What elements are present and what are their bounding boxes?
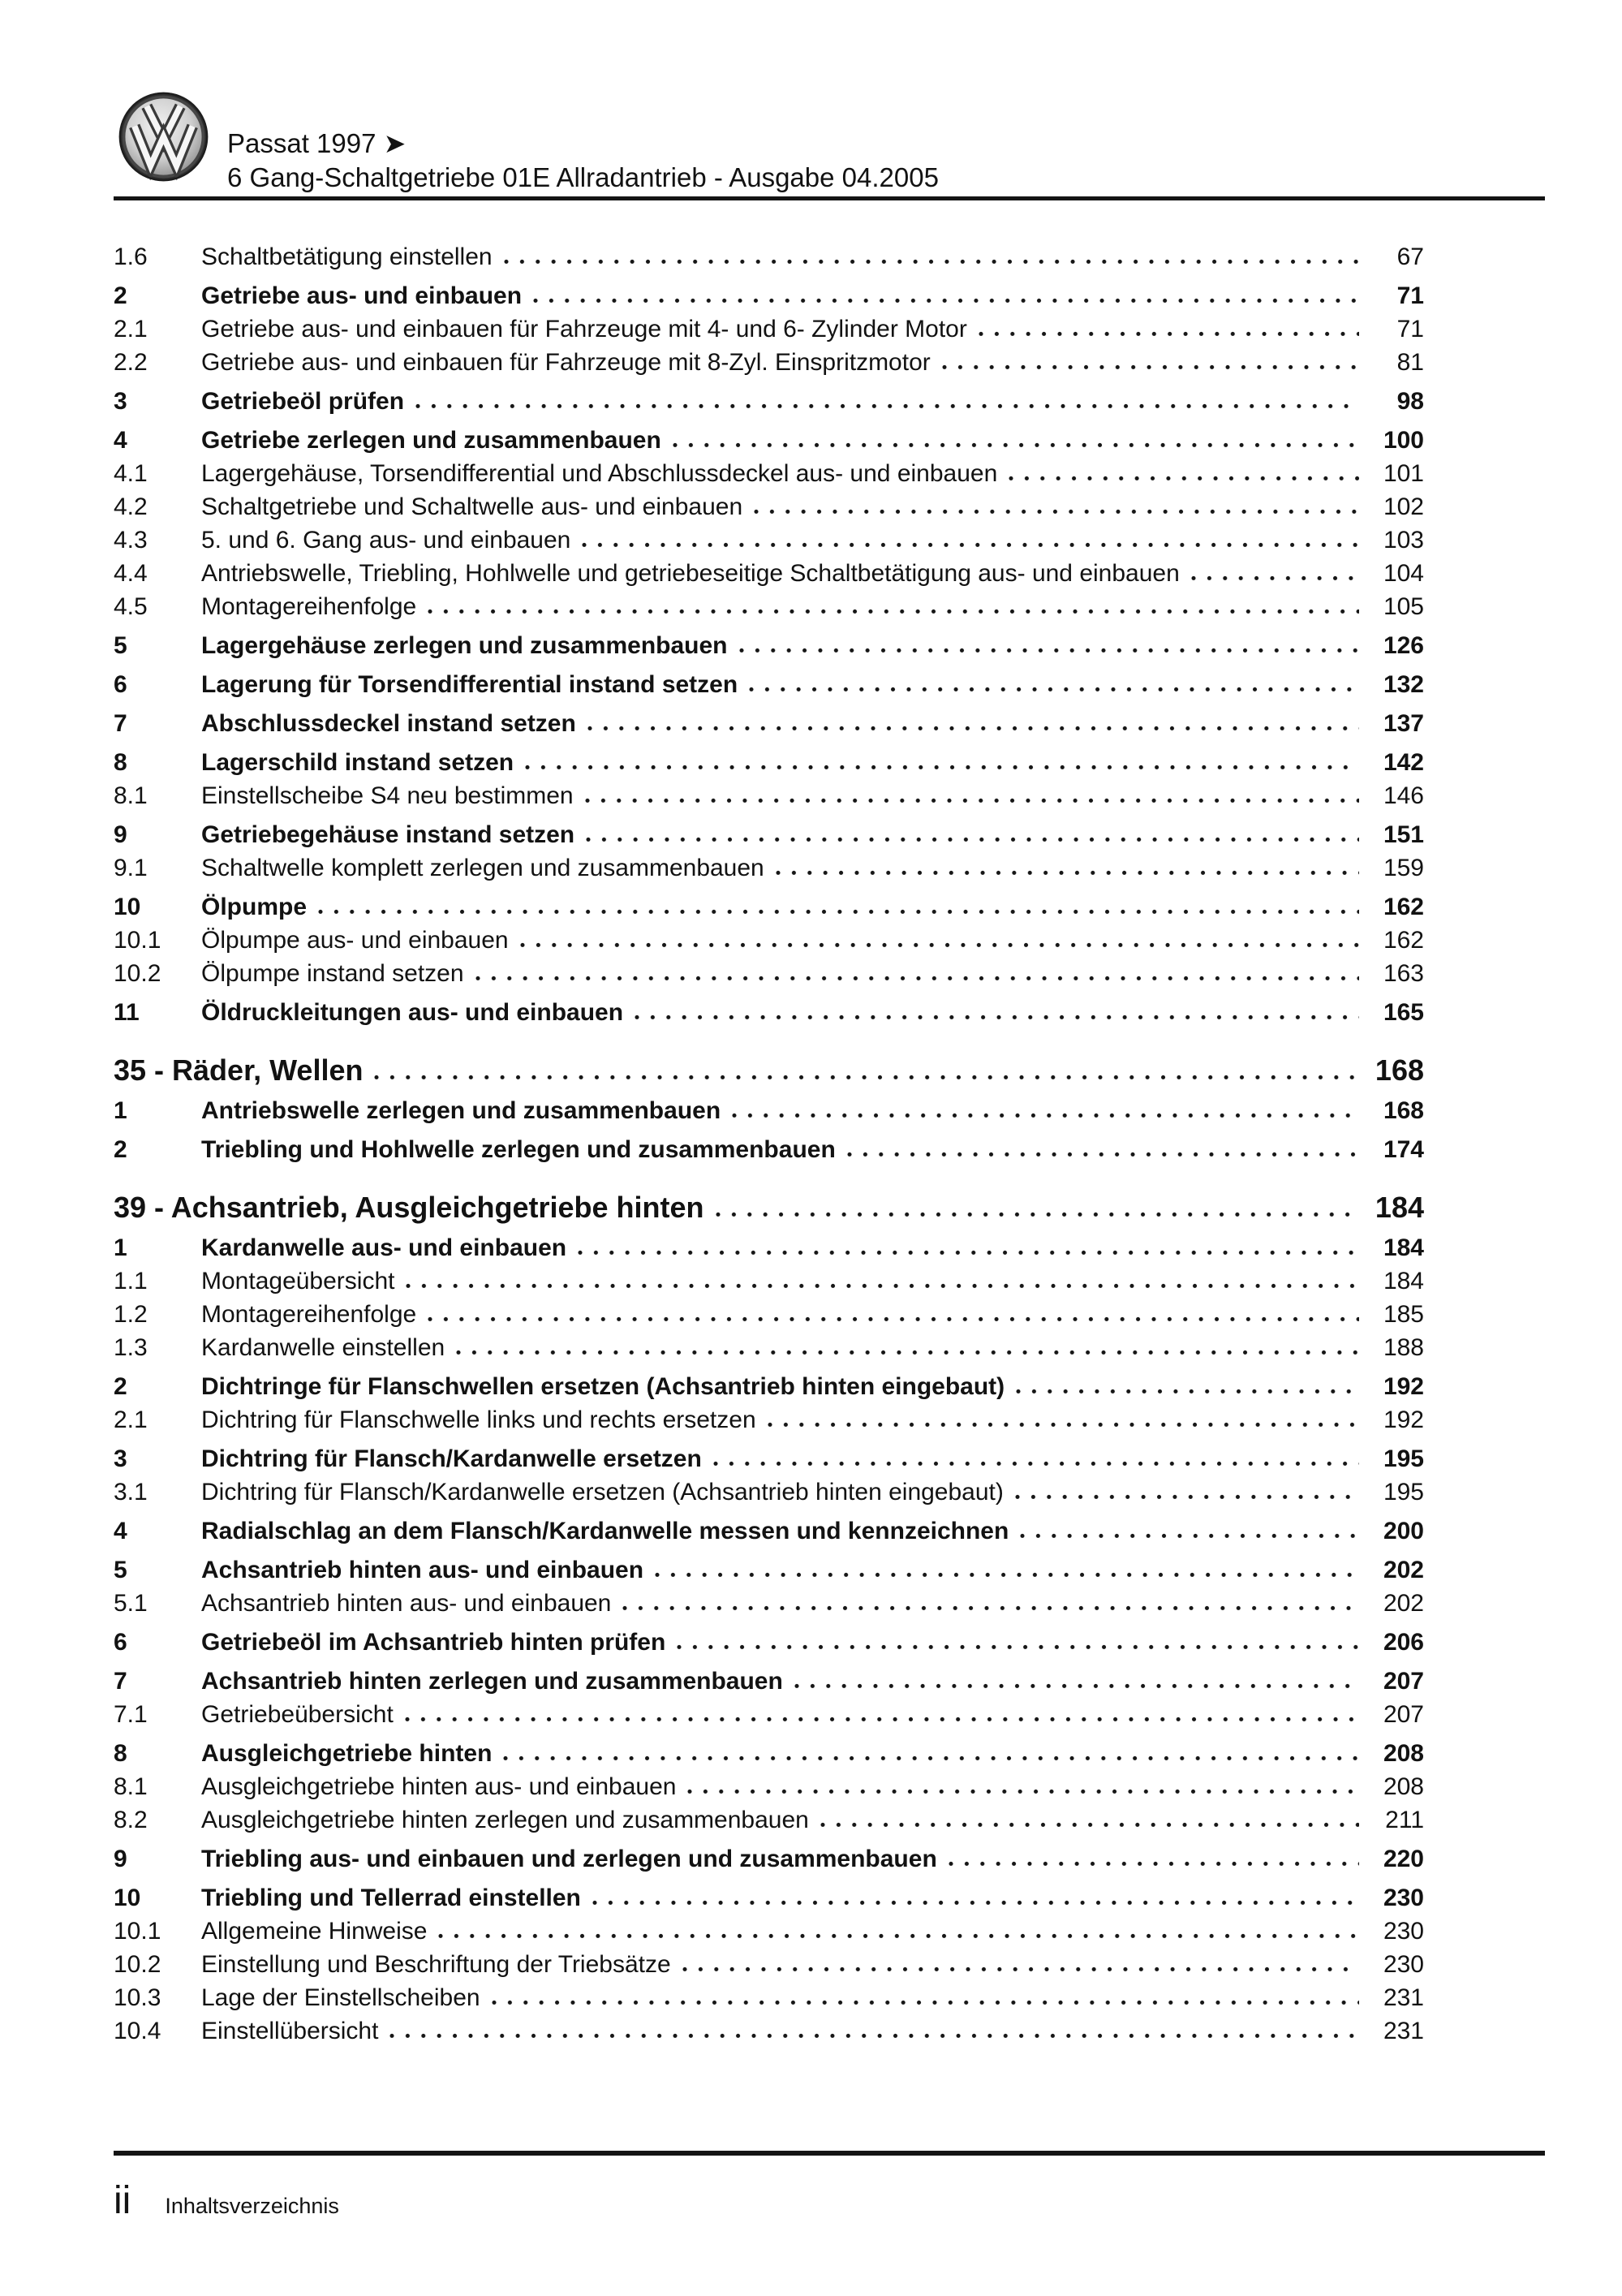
toc-entry[interactable]	[114, 672, 1424, 697]
toc-entry-number: 10.2	[114, 1951, 161, 1978]
toc-entry-title: Triebling und Tellerrad einstellen	[201, 1885, 581, 1911]
dot-leader	[655, 1572, 1359, 1579]
toc-entry-number: 4.5	[114, 593, 148, 620]
toc-entry-title: Abschlussdeckel instand setzen	[201, 710, 576, 737]
dot-leader	[979, 331, 1359, 338]
toc-entry-page: 208	[1383, 1773, 1424, 1800]
dot-leader	[794, 1683, 1359, 1690]
toc-entry-number: 10	[114, 894, 141, 920]
toc-entry-number: 1.6	[114, 243, 148, 270]
toc-entry-title: Triebling und Hohlwelle zerlegen und zusammenbauen	[201, 1136, 836, 1163]
toc-entry-number: 10.1	[114, 1918, 161, 1945]
toc-section-label: 35 - Räder, Wellen	[114, 1053, 364, 1087]
toc-entry-title: Schaltwelle komplett zerlegen und zusammenbauen	[201, 855, 764, 881]
dot-leader	[428, 1316, 1359, 1323]
toc-entry[interactable]	[114, 494, 1424, 519]
toc-entry[interactable]	[114, 855, 1424, 881]
toc-entry[interactable]	[114, 1846, 1424, 1872]
toc-entry-title: Lagergehäuse zerlegen und zusammenbauen	[201, 632, 728, 659]
toc-entry[interactable]	[114, 1302, 1424, 1327]
toc-entry-number: 4	[114, 1518, 127, 1544]
dot-leader	[754, 509, 1359, 515]
toc-entry-number: 5	[114, 1557, 127, 1583]
toc-entry[interactable]	[114, 1235, 1424, 1260]
toc-entry[interactable]	[114, 711, 1424, 736]
toc-entry-page: 146	[1383, 782, 1424, 809]
footer-line	[114, 2179, 1545, 2222]
dot-leader	[1015, 1494, 1359, 1501]
toc-entry-title: Getriebe aus- und einbauen für Fahrzeuge mit 4- und 6- Zylinder Motor	[201, 316, 967, 342]
toc-entry-title: Schaltgetriebe und Schaltwelle aus- und einbauen	[201, 493, 743, 520]
toc-entry[interactable]	[114, 389, 1424, 414]
toc-entry-number: 10.1	[114, 927, 161, 954]
dot-leader	[768, 1422, 1359, 1428]
toc-entry[interactable]	[114, 1591, 1424, 1616]
toc-entry-title: Getriebeöl im Achsantrieb hinten prüfen	[201, 1629, 666, 1656]
toc-entry-title: Radialschlag an dem Flansch/Kardanwelle messen und kennzeichnen	[201, 1518, 1009, 1544]
toc-entry[interactable]	[114, 750, 1424, 775]
toc-entry-title: Triebling aus- und einbauen und zerlegen und zusammenbauen	[201, 1846, 937, 1872]
toc-entry-number: 8	[114, 1740, 127, 1767]
toc-entry-number: 6	[114, 671, 127, 698]
page-number: ii	[114, 2179, 131, 2222]
toc-entry[interactable]	[114, 2018, 1424, 2044]
dot-leader	[415, 403, 1359, 410]
toc-entry-page: 185	[1383, 1301, 1424, 1328]
toc-entry-title: Dichtring für Flansch/Kardanwelle ersetzen (Achsantrieb hinten eingebaut)	[201, 1479, 1004, 1506]
toc-entry[interactable]	[114, 1807, 1424, 1833]
toc-entry-page: 105	[1383, 593, 1424, 620]
toc-entry[interactable]	[114, 928, 1424, 953]
toc-entry-page: 192	[1383, 1373, 1424, 1400]
dot-leader	[389, 2033, 1359, 2040]
dot-leader	[504, 259, 1359, 265]
toc-section-heading[interactable]	[114, 1054, 1424, 1087]
toc-entry-number: 2	[114, 1373, 127, 1400]
toc-entry-title: Montageübersicht	[201, 1268, 395, 1294]
toc-entry-number: 4.4	[114, 560, 148, 587]
toc-entry-page: 71	[1396, 316, 1424, 342]
toc-entry-title: Kardanwelle einstellen	[201, 1334, 445, 1361]
dot-leader	[582, 542, 1359, 549]
dot-leader	[677, 1644, 1359, 1651]
toc-entry-number: 7	[114, 710, 127, 737]
toc-entry-page: 98	[1396, 388, 1424, 415]
dot-leader	[520, 942, 1359, 949]
toc-entry[interactable]	[114, 1269, 1424, 1294]
dot-leader	[1191, 575, 1359, 582]
toc-entry-page: 200	[1383, 1518, 1424, 1544]
toc-entry-number: 4.2	[114, 493, 148, 520]
toc-entry-page: 162	[1383, 894, 1424, 920]
toc-entry[interactable]	[114, 1137, 1424, 1162]
toc-entry-number: 9.1	[114, 855, 148, 881]
toc-entry-title: Ölpumpe instand setzen	[201, 960, 464, 987]
toc-entry-number: 3	[114, 388, 127, 415]
table-of-contents	[114, 244, 1424, 2044]
toc-entry-page: 230	[1383, 1885, 1424, 1911]
toc-entry-page: 81	[1396, 349, 1424, 376]
toc-entry-page: 168	[1383, 1097, 1424, 1124]
toc-entry-title: Ölpumpe	[201, 894, 308, 920]
toc-entry-number: 8	[114, 749, 127, 776]
toc-entry-number: 2.2	[114, 349, 148, 376]
toc-entry-title: Kardanwelle aus- und einbauen	[201, 1234, 567, 1261]
toc-entry-title: Ausgleichgetriebe hinten	[201, 1740, 493, 1767]
header-text	[227, 127, 939, 195]
toc-entry-page: 211	[1385, 1807, 1424, 1833]
dot-leader	[732, 1113, 1359, 1119]
toc-entry-number: 10.4	[114, 2018, 161, 2044]
toc-entry-page: 162	[1383, 927, 1424, 954]
toc-entry-title: Getriebeöl prüfen	[201, 388, 405, 415]
toc-entry-page: 184	[1383, 1268, 1424, 1294]
toc-entry-page: 184	[1383, 1234, 1424, 1261]
vw-logo-icon	[118, 91, 209, 183]
toc-entry-page: 207	[1383, 1701, 1424, 1728]
dot-leader	[438, 1933, 1359, 1940]
toc-entry-number: 7	[114, 1668, 127, 1695]
dot-leader	[1009, 476, 1359, 482]
toc-entry-number: 5.1	[114, 1590, 148, 1617]
toc-entry[interactable]	[114, 561, 1424, 586]
dot-leader	[682, 1966, 1359, 1973]
toc-entry[interactable]	[114, 1952, 1424, 1977]
toc-entry-number: 10	[114, 1885, 141, 1911]
toc-entry-page: 202	[1383, 1590, 1424, 1617]
toc-entry-page: 101	[1383, 460, 1424, 487]
toc-entry-title: Montagereihenfolge	[201, 1301, 417, 1328]
header-model-line: Passat 1997 ➤	[227, 128, 407, 158]
toc-entry-number: 4.1	[114, 460, 148, 487]
toc-entry-title: Antriebswelle zerlegen und zusammenbauen	[201, 1097, 721, 1124]
dot-leader	[587, 726, 1359, 732]
dot-leader	[405, 1717, 1359, 1723]
dot-leader	[949, 1861, 1359, 1867]
dot-leader	[406, 1283, 1359, 1290]
toc-entry[interactable]	[114, 894, 1424, 920]
dot-leader	[635, 1014, 1359, 1021]
toc-entry[interactable]	[114, 1630, 1424, 1655]
toc-entry-title: Getriebeübersicht	[201, 1701, 394, 1728]
toc-entry[interactable]	[114, 1557, 1424, 1583]
toc-entry-number: 1	[114, 1097, 127, 1124]
toc-entry[interactable]	[114, 317, 1424, 342]
toc-entry-title: Schaltbetätigung einstellen	[201, 243, 493, 270]
toc-entry[interactable]	[114, 1702, 1424, 1727]
toc-entry-page: 132	[1383, 671, 1424, 698]
toc-entry[interactable]	[114, 528, 1424, 553]
dot-leader	[374, 1075, 1356, 1081]
toc-entry-title: Getriebe aus- und einbauen	[201, 282, 523, 309]
dot-leader	[749, 687, 1359, 693]
dot-leader	[942, 364, 1359, 371]
toc-entry-number: 1.3	[114, 1334, 148, 1361]
toc-entry-title: Dichtring für Flansch/Kardanwelle ersetzen	[201, 1445, 702, 1472]
toc-entry-number: 9	[114, 821, 127, 848]
toc-entry-number: 7.1	[114, 1701, 148, 1728]
dot-leader	[739, 648, 1359, 654]
toc-entry-title: Achsantrieb hinten zerlegen und zusammenbauen	[201, 1668, 783, 1695]
toc-entry-number: 8.2	[114, 1807, 148, 1833]
toc-entry[interactable]	[114, 1446, 1424, 1471]
toc-entry-number: 1	[114, 1234, 127, 1261]
toc-entry-title: Einstellscheibe S4 neu bestimmen	[201, 782, 574, 809]
toc-entry-number: 3.1	[114, 1479, 148, 1506]
toc-entry-title: Einstellung und Beschriftung der Triebsätze	[201, 1951, 671, 1978]
toc-entry-page: 220	[1383, 1846, 1424, 1872]
dot-leader	[713, 1461, 1359, 1467]
toc-entry-number: 1.1	[114, 1268, 148, 1294]
toc-entry-title: Getriebe zerlegen und zusammenbauen	[201, 427, 661, 454]
toc-entry-page: 208	[1383, 1740, 1424, 1767]
toc-entry[interactable]	[114, 428, 1424, 453]
toc-entry-number: 3	[114, 1445, 127, 1472]
toc-entry-page: 192	[1383, 1406, 1424, 1433]
toc-entry-title: Einstellübersicht	[201, 2018, 379, 2044]
toc-entry-title: Lagerung für Torsendifferential instand setzen	[201, 671, 738, 698]
toc-entry-title: Öldruckleitungen aus- und einbauen	[201, 999, 624, 1026]
dot-leader	[1016, 1389, 1359, 1395]
toc-entry-title: Achsantrieb hinten aus- und einbauen	[201, 1590, 612, 1617]
toc-entry[interactable]	[114, 1741, 1424, 1766]
dot-leader	[592, 1900, 1359, 1906]
toc-entry-page: 100	[1383, 427, 1424, 454]
dot-leader	[585, 798, 1359, 804]
toc-entry-number: 2.1	[114, 1406, 148, 1433]
dot-leader	[456, 1350, 1359, 1356]
toc-entry[interactable]	[114, 1098, 1424, 1123]
dot-leader	[525, 765, 1359, 771]
toc-entry-page: 202	[1383, 1557, 1424, 1583]
toc-entry-title: Ausgleichgetriebe hinten aus- und einbauen	[201, 1773, 677, 1800]
toc-entry-title: Getriebegehäuse instand setzen	[201, 821, 575, 848]
dot-leader	[533, 298, 1359, 304]
toc-entry-page: 231	[1383, 2018, 1424, 2044]
dot-leader	[776, 870, 1359, 877]
toc-entry-title: 5. und 6. Gang aus- und einbauen	[201, 527, 571, 554]
toc-entry[interactable]	[114, 1774, 1424, 1799]
header-subtitle-line: 6 Gang-Schaltgetriebe 01E Allradantrieb - Ausgabe 04.2005	[227, 162, 939, 192]
toc-entry-title: Lagerschild instand setzen	[201, 749, 514, 776]
toc-section-page: 168	[1375, 1053, 1424, 1087]
toc-entry-number: 10.2	[114, 960, 161, 987]
toc-entry[interactable]	[114, 1919, 1424, 1944]
toc-entry-page: 159	[1383, 855, 1424, 881]
toc-entry-page: 126	[1383, 632, 1424, 659]
dot-leader	[622, 1605, 1359, 1612]
toc-entry[interactable]	[114, 1000, 1424, 1025]
toc-entry-title: Getriebe aus- und einbauen für Fahrzeuge mit 8-Zyl. Einspritzmotor	[201, 349, 931, 376]
toc-entry-number: 5	[114, 632, 127, 659]
toc-entry-page: 67	[1396, 243, 1424, 270]
toc-entry-title: Ausgleichgetriebe hinten zerlegen und zusammenbauen	[201, 1807, 809, 1833]
toc-entry-title: Achsantrieb hinten aus- und einbauen	[201, 1557, 644, 1583]
dot-leader	[503, 1755, 1359, 1762]
toc-entry-title: Lage der Einstellscheiben	[201, 1984, 480, 2011]
toc-entry[interactable]	[114, 1885, 1424, 1910]
toc-entry[interactable]	[114, 1518, 1424, 1544]
toc-entry-number: 2	[114, 1136, 127, 1163]
dot-leader	[578, 1250, 1359, 1256]
toc-entry-page: 137	[1383, 710, 1424, 737]
toc-entry-page: 71	[1396, 282, 1424, 309]
toc-entry[interactable]	[114, 350, 1424, 375]
dot-leader	[847, 1152, 1359, 1158]
toc-entry-number: 2	[114, 282, 127, 309]
dot-leader	[428, 609, 1359, 615]
dot-leader	[1020, 1533, 1359, 1540]
toc-entry[interactable]	[114, 461, 1424, 486]
toc-entry-title: Lagergehäuse, Torsendifferential und Abschlussdeckel aus- und einbauen	[201, 460, 998, 487]
header-divider	[114, 196, 1545, 200]
toc-entry[interactable]	[114, 594, 1424, 619]
page-footer	[114, 2151, 1545, 2221]
toc-entry[interactable]	[114, 1407, 1424, 1432]
toc-entry-page: 104	[1383, 560, 1424, 587]
toc-entry[interactable]	[114, 1480, 1424, 1505]
page-header	[0, 0, 1622, 200]
toc-entry-page: 231	[1383, 1984, 1424, 2011]
toc-entry-title: Antriebswelle, Triebling, Hohlwelle und getriebeseitige Schaltbetätigung aus- und einbauen	[201, 560, 1180, 587]
footer-divider	[114, 2151, 1545, 2156]
toc-entry-number: 11	[114, 999, 140, 1026]
toc-entry[interactable]	[114, 1335, 1424, 1360]
dot-leader	[716, 1212, 1357, 1218]
toc-entry[interactable]	[114, 783, 1424, 808]
toc-entry-number: 4	[114, 427, 127, 454]
toc-entry[interactable]	[114, 1669, 1424, 1694]
toc-entry-page: 206	[1383, 1629, 1424, 1656]
toc-section-heading[interactable]	[114, 1191, 1424, 1224]
toc-entry-number: 8.1	[114, 782, 148, 809]
toc-entry-page: 230	[1383, 1951, 1424, 1978]
toc-entry[interactable]	[114, 822, 1424, 847]
toc-entry-page: 195	[1383, 1445, 1424, 1472]
dot-leader	[586, 837, 1359, 843]
dot-leader	[673, 442, 1359, 449]
toc-entry-number: 9	[114, 1846, 127, 1872]
toc-entry-page: 230	[1383, 1918, 1424, 1945]
toc-entry-page: 207	[1383, 1668, 1424, 1695]
toc-entry-page: 174	[1383, 1136, 1424, 1163]
toc-entry[interactable]	[114, 244, 1424, 269]
footer-section-label: Inhaltsverzeichnis	[165, 2194, 339, 2218]
toc-entry-page: 195	[1383, 1479, 1424, 1506]
toc-entry-page: 103	[1383, 527, 1424, 554]
toc-entry-title: Dichtring für Flanschwelle links und rechts ersetzen	[201, 1406, 756, 1433]
toc-entry-title: Montagereihenfolge	[201, 593, 417, 620]
toc-entry-title: Ölpumpe aus- und einbauen	[201, 927, 509, 954]
toc-entry-number: 10.3	[114, 1984, 161, 2011]
toc-entry[interactable]	[114, 283, 1424, 308]
toc-entry-page: 165	[1383, 999, 1424, 1026]
toc-entry-number: 8.1	[114, 1773, 148, 1800]
toc-entry[interactable]	[114, 633, 1424, 658]
toc-entry-page: 142	[1383, 749, 1424, 776]
toc-section-page: 184	[1375, 1191, 1424, 1224]
toc-entry-title: Dichtringe für Flanschwellen ersetzen (Achsantrieb hinten eingebaut)	[201, 1373, 1005, 1400]
toc-entry-number: 2.1	[114, 316, 148, 342]
toc-entry-title: Allgemeine Hinweise	[201, 1918, 428, 1945]
dot-leader	[318, 909, 1359, 915]
toc-section-label: 39 - Achsantrieb, Ausgleichgetriebe hinten	[114, 1191, 704, 1224]
toc-entry-number: 4.3	[114, 527, 148, 554]
dot-leader	[475, 976, 1359, 982]
dot-leader	[687, 1789, 1359, 1795]
toc-entry-number: 1.2	[114, 1301, 148, 1328]
toc-entry-page: 102	[1383, 493, 1424, 520]
dot-leader	[820, 1822, 1359, 1829]
toc-entry-page: 163	[1383, 960, 1424, 987]
toc-entry[interactable]	[114, 961, 1424, 986]
toc-entry[interactable]	[114, 1985, 1424, 2010]
toc-entry-number: 6	[114, 1629, 127, 1656]
toc-entry[interactable]	[114, 1374, 1424, 1399]
toc-entry-page: 151	[1383, 821, 1424, 848]
toc-entry-page: 188	[1383, 1334, 1424, 1361]
dot-leader	[492, 2000, 1359, 2006]
